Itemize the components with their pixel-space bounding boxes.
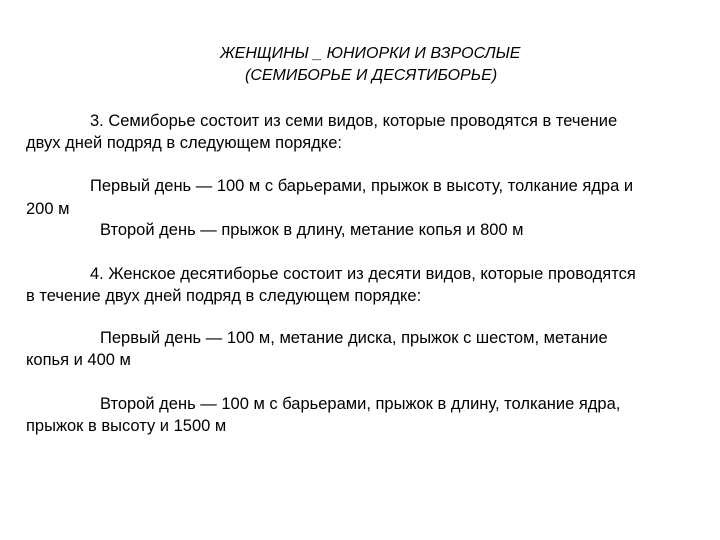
decathlon-day2-line-1: Второй день — 100 м с барьерами, прыжок в длину, толкание ядра, — [100, 395, 621, 413]
heptathlon-day1-line-2: 200 м — [26, 200, 70, 218]
decathlon-day1-line-1: Первый день — 100 м, метание диска, прыжок с шестом, метание — [100, 329, 608, 347]
heptathlon-day1-line-1: Первый день — 100 м с барьерами, прыжок в высоту, толкание ядра и — [90, 177, 634, 195]
section4-line-1: 4. Женское десятиборье состоит из десяти видов, которые проводятся — [90, 265, 636, 283]
section3-line-1: 3. Семиборье состоит из семи видов, которые проводятся в течение — [90, 112, 618, 130]
decathlon-day2-line-2: прыжок в высоту и 1500 м — [26, 417, 227, 435]
title-line-1: ЖЕНЩИНЫ _ ЮНИОРКИ И ВЗРОСЛЫЕ — [220, 45, 521, 62]
heptathlon-day2: Второй день — прыжок в длину, метание копья и 800 м — [100, 221, 524, 239]
decathlon-day1-line-2: копья и 400 м — [26, 351, 131, 369]
section4-line-2: в течение двух дней подряд в следующем порядке: — [26, 287, 422, 305]
section3-line-2: двух дней подряд в следующем порядке: — [26, 134, 342, 152]
title-line-2: (СЕМИБОРЬЕ И ДЕСЯТИБОРЬЕ) — [245, 67, 498, 84]
